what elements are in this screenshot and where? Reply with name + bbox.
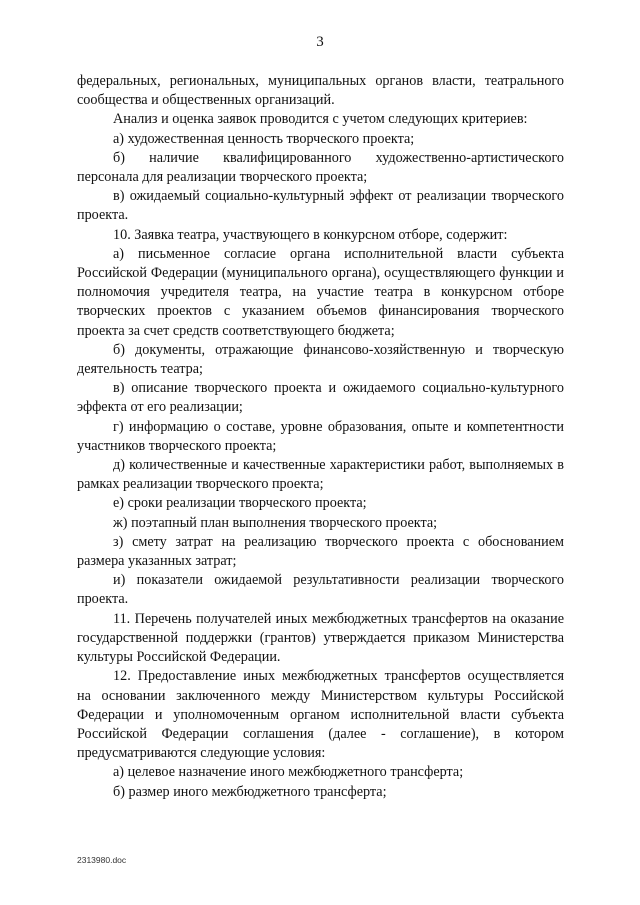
list-item: е) сроки реализации творческого проекта; <box>113 495 367 512</box>
list-item: а) целевое назначение иного межбюджетного трансферта; <box>113 764 464 781</box>
document-body <box>77 72 564 802</box>
list-item: и) показатели ожидаемой результативности реализации творческого проекта. <box>77 572 564 608</box>
numbered-paragraph: 12. Предоставление иных межбюджетных трансфертов осуществляется на основании заключенного между Министерством культуры Российской Федерации и уполномоченным органом исполнительной власти субъекта Российской Федерации соглашения (далее - соглашение), в котором предусматриваются следующие условия: <box>77 668 564 762</box>
section-heading: 10. Заявка театра, участвующего в конкурсном отборе, содержит: <box>113 226 508 243</box>
list-item: б) размер иного межбюджетного трансферта; <box>113 783 387 800</box>
list-item: д) количественные и качественные характеристики работ, выполняемых в рамках реализации творческого проекта; <box>77 457 564 493</box>
list-item: а) письменное согласие органа исполнительной власти субъекта Российской Федерации (муниципального органа), осуществляющего функции и полномочия учредителя театра, на участие театра в конкурсном отборе творческих проектов с указанием объемов финансирования творческого проекта за счет средств соответствующего бюджета; <box>77 245 564 339</box>
list-item: а) художественная ценность творческого проекта; <box>113 130 415 147</box>
list-item: ж) поэтапный план выполнения творческого проекта; <box>113 514 438 531</box>
paragraph: федеральных, региональных, муниципальных органов власти, театрального сообщества и общественных организаций. <box>77 73 564 109</box>
list-item: б) документы, отражающие финансово-хозяйственную и творческую деятельность театра; <box>77 341 564 378</box>
numbered-paragraph: 11. Перечень получателей иных межбюджетных трансфертов на оказание государственной поддержки (грантов) утверждается приказом Министерства культуры Российской Федерации. <box>77 610 564 666</box>
list-item: в) ожидаемый социально-культурный эффект от реализации творческого проекта. <box>77 188 564 224</box>
list-item: з) смету затрат на реализацию творческого проекта с обоснованием размера указанных затрат; <box>77 533 564 570</box>
file-name-footer: 2313980.doc <box>77 855 127 865</box>
list-item: б) наличие квалифицированного художественно-артистического персонала для реализации творческого проекта; <box>77 149 564 186</box>
page-number: 3 <box>316 34 324 50</box>
list-item: в) описание творческого проекта и ожидаемого социально-культурного эффекта от его реализации; <box>77 380 564 416</box>
paragraph: Анализ и оценка заявок проводится с учетом следующих критериев: <box>113 111 528 128</box>
list-item: г) информацию о составе, уровне образования, опыте и компетентности участников творческого проекта; <box>77 418 564 454</box>
